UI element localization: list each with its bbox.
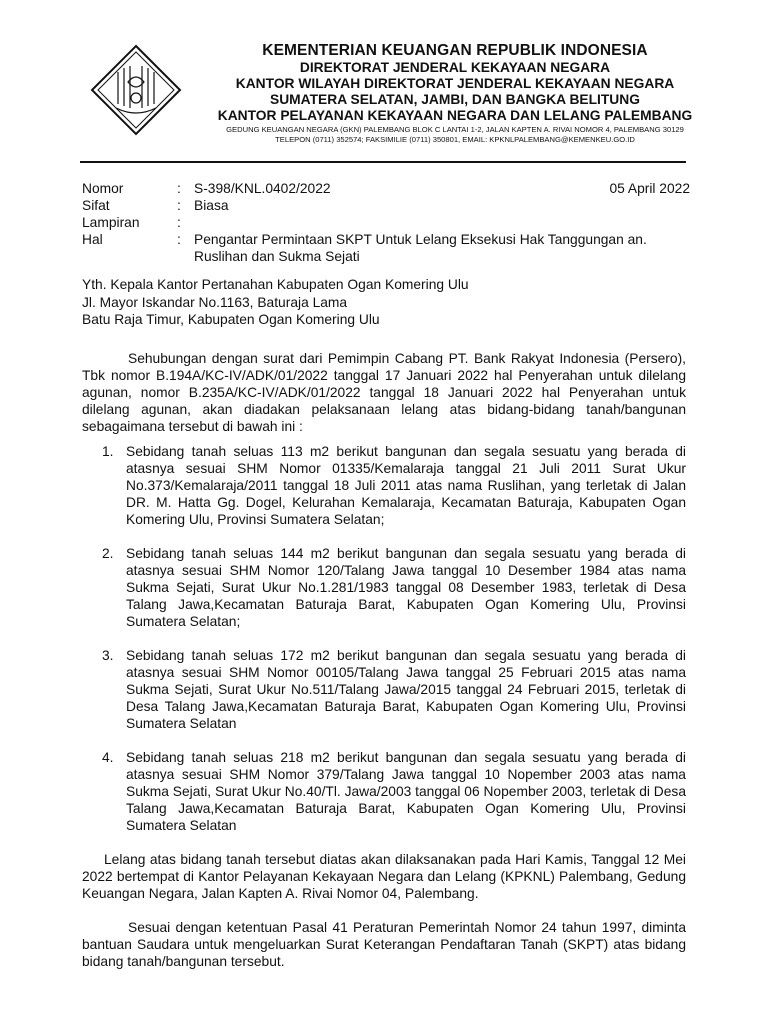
list-item-number: 1. [102, 444, 114, 459]
intro-paragraph: Sehubungan dengan surat dari Pemimpin Cabang PT. Bank Rakyat Indonesia (Persero), Tbk nomor B.194A/KC-IV/ADK/01/2022 tanggal 17 Januari 2022 hal Penyerahan untuk dilelang agunan, nomor B.235A/KC-IV/ADK/01/2022 tanggal 18 Januari 2022 hal Penyerahan untuk dilelang agunan, akan diadakan pelaksanaan lelang atas bidang-bidang tanah/bangunan sebagaimana tersebut di bawah ini : [82, 351, 686, 434]
letter-date: 05 April 2022 [609, 181, 690, 196]
sifat-value: Biasa [194, 198, 229, 213]
region-name: SUMATERA SELATAN, JAMBI, DAN BANGKA BELITUNG [270, 92, 640, 107]
nomor-value: S-398/KNL.0402/2022 [194, 181, 331, 196]
list-item-number: 2. [102, 546, 114, 561]
list-item-text: Sebidang tanah seluas 113 m2 berikut bangunan dan segala sesuatu yang berada di atasnya sesuai SHM Nomor 01335/Kemalaraja tanggal 21 Juli 2011 Surat Ukur No.373/Kemalaraja/2011 tanggal 18 Juli 2011 atas nama Ruslihan, yang terletak di Jalan DR. M. Hatta Gg. Dogel, Kelurahan Kemalaraja, Kecamatan Baturaja, Kabupaten Ogan Komering Ulu, Provinsi Sumatera Selatan; [126, 444, 686, 527]
colon: : [177, 181, 181, 196]
service-office-name: KANTOR PELAYANAN KEKAYAAN NEGARA DAN LELANG PALEMBANG [217, 108, 693, 123]
regional-office-name: KANTOR WILAYAH DIREKTORAT JENDERAL KEKAYAAN NEGARA [235, 76, 675, 91]
kemenkeu-emblem-icon [88, 42, 184, 138]
letter-meta [82, 180, 692, 265]
list-item-text: Sebidang tanah seluas 144 m2 berikut bangunan dan segala sesuatu yang berada di atasnya sesuai SHM Nomor 120/Talang Jawa tanggal 10 Desember 1984 atas nama Sukma Sejati, Surat Ukur No.1.281/1983 tanggal 08 Desember 1983, terletak di Desa Talang Jawa,Kecamatan Baturaja Barat, Kabupaten Ogan Komering Ulu, Provinsi Sumatera Selatan; [126, 546, 686, 629]
property-list [82, 443, 686, 834]
nomor-label: Nomor [82, 181, 124, 196]
meta-row-hal [82, 231, 692, 265]
sifat-label: Sifat [82, 198, 110, 213]
request-paragraph: Sesuai dengan ketentuan Pasal 41 Peraturan Pemerintah Nomor 24 tahun 1997, diminta bantuan Saudara untuk mengeluarkan Surat Keterangan Pendaftaran Tanah (SKPT) atas bidang bidang tanah/bangunan tersebut. [82, 920, 686, 969]
office-address: GEDUNG KEUANGAN NEGARA (GKN) PALEMBANG BLOK C LANTAI 1-2, JALAN KAPTEN A. RIVAI NOMOR 4, PALEMBANG 30129 [226, 125, 684, 134]
list-item [82, 545, 686, 630]
office-contact: TELEPON (0711) 352574; FAKSIMILIE (0711) 350801, EMAIL: KPKNLPALEMBANG@KEMENKEU.GO.ID [275, 134, 635, 144]
ministry-name: KEMENTERIAN KEUANGAN REPUBLIK INDONESIA [262, 42, 648, 59]
list-item-number: 3. [102, 648, 114, 663]
list-item-text: Sebidang tanah seluas 172 m2 berikut bangunan dan segala sesuatu yang berada di atasnya sesuai SHM Nomor 00105/Talang Jawa tanggal 25 Februari 2015 atas nama Sukma Sejati, Surat Ukur No.511/Talang Jawa/2015 tanggal 24 Februari 2015, terletak di Desa Talang Jawa,Kecamatan Baturaja Barat, Kabupaten Ogan Komering Ulu, Provinsi Sumatera Selatan [126, 648, 686, 731]
addressee [82, 276, 692, 329]
colon: : [177, 215, 181, 230]
directorate-name: DIREKTORAT JENDERAL KEKAYAAN NEGARA [299, 60, 611, 75]
addressee-line-3: Batu Raja Timur, Kabupaten Ogan Komering Ulu [82, 312, 380, 327]
letterhead-divider [80, 161, 686, 163]
list-item [82, 749, 686, 834]
hal-label: Hal [82, 232, 103, 247]
letterhead [190, 42, 720, 145]
lampiran-label: Lampiran [82, 215, 140, 230]
list-item-text: Sebidang tanah seluas 218 m2 berikut bangunan dan segala sesuatu yang berada di atasnya sesuai SHM Nomor 379/Talang Jawa tanggal 10 Nopember 2003 atas nama Sukma Sejati, Surat Ukur No.40/Tl. Jawa/2003 tanggal 06 Nopember 2003, terletak di Desa Talang Jawa,Kecamatan Baturaja Barat, Kabupaten Ogan Komering Ulu, Provinsi Sumatera Selatan [126, 750, 686, 833]
list-item [82, 647, 686, 732]
hal-value: Pengantar Permintaan SKPT Untuk Lelang Eksekusi Hak Tanggungan an. Ruslihan dan Sukma Sejati [194, 232, 647, 264]
addressee-line-1: Yth. Kepala Kantor Pertanahan Kabupaten Ogan Komering Ulu [82, 277, 469, 292]
addressee-line-2: Jl. Mayor Iskandar No.1163, Baturaja Lama [82, 294, 348, 310]
colon: : [177, 198, 181, 213]
schedule-paragraph: Lelang atas bidang tanah tersebut diatas akan dilaksanakan pada Hari Kamis, Tanggal 12 Mei 2022 bertempat di Kantor Pelayanan Kekayaan Negara dan Lelang (KPKNL) Palembang, Gedung Keuangan Negara, Jalan Kapten A. Rivai Nomor 04, Palembang. [82, 852, 686, 901]
meta-row-lampiran [82, 214, 692, 231]
letter-body [82, 350, 686, 970]
meta-row-sifat [82, 197, 692, 214]
list-item-number: 4. [102, 750, 114, 765]
list-item [82, 443, 686, 528]
meta-row-nomor [82, 180, 692, 197]
colon: : [177, 232, 181, 247]
